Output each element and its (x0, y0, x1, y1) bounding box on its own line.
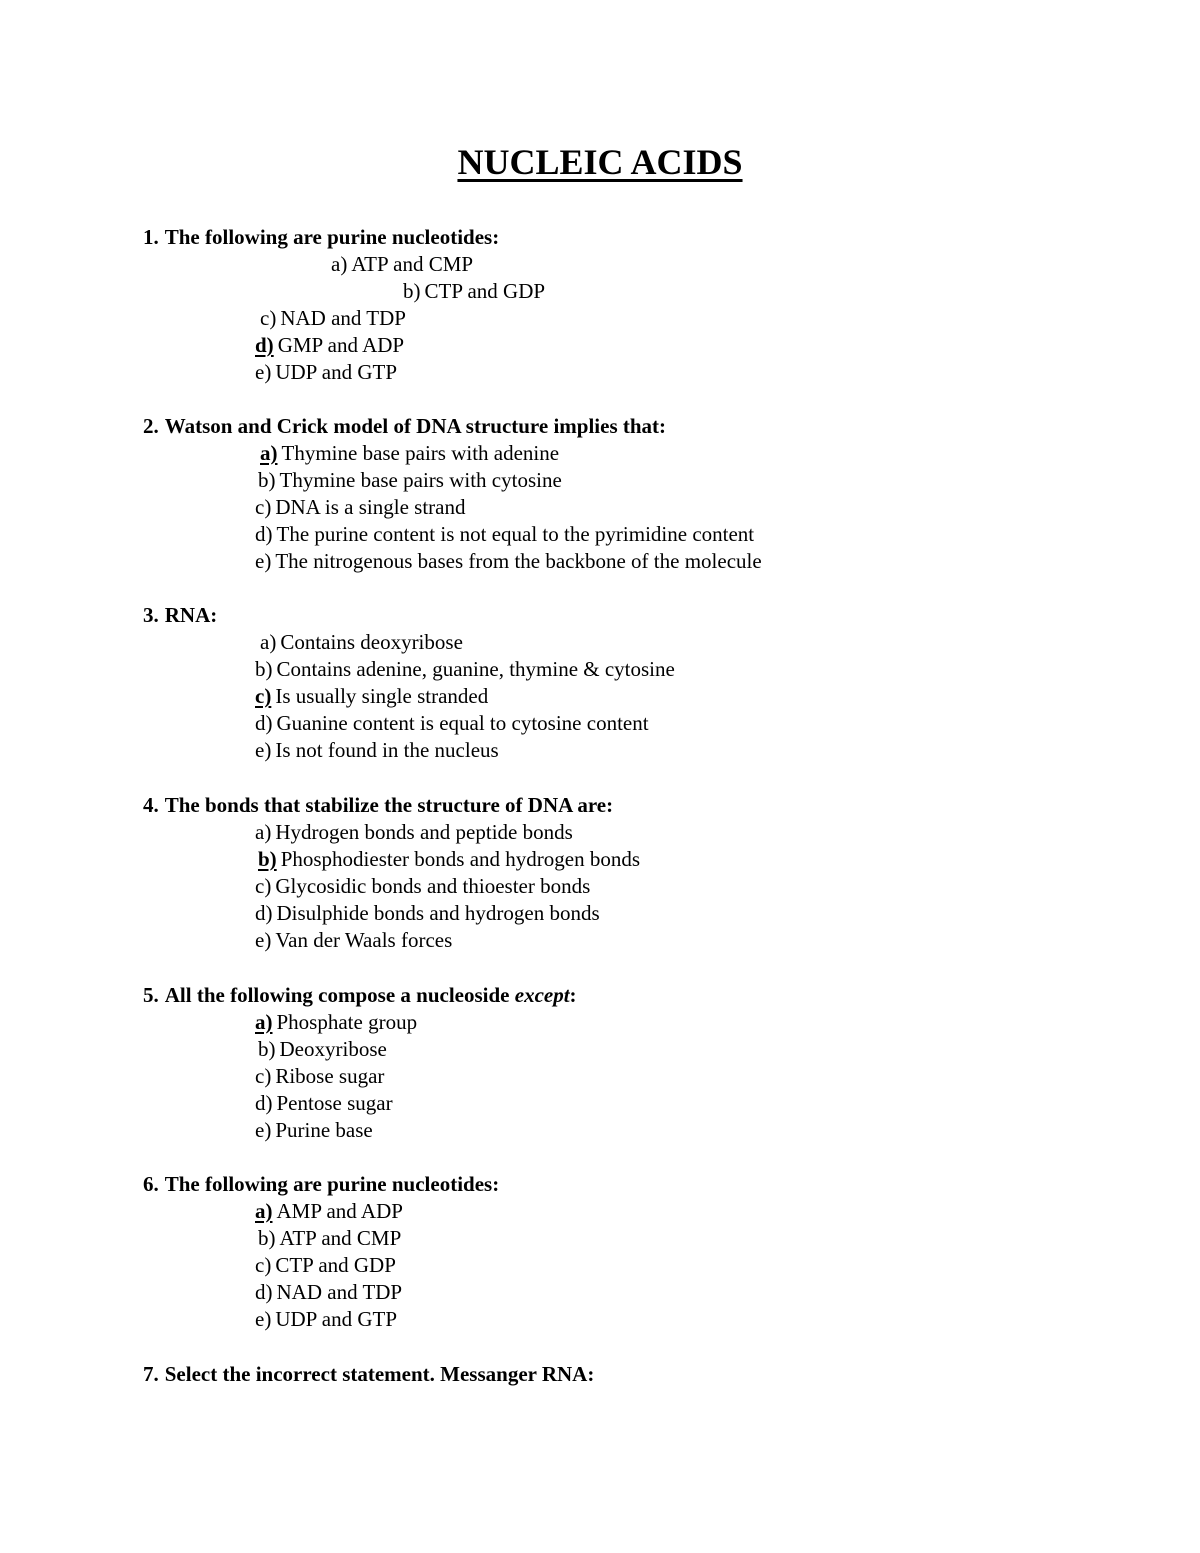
question-number: 4. (143, 793, 159, 817)
question-text: The bonds that stabilize the structure of DNA are: (164, 793, 614, 817)
option-1d-correct (255, 333, 404, 357)
option-letter: d) (255, 522, 273, 546)
option-text: CTP and GDP (424, 279, 546, 303)
option-5d (255, 1091, 393, 1115)
option-5c (255, 1064, 384, 1088)
option-3c-correct (255, 684, 488, 708)
option-3a (260, 630, 463, 654)
option-1a (331, 252, 473, 276)
option-letter: e) (255, 1307, 272, 1331)
option-letter: a) (255, 820, 272, 844)
option-text: Thymine base pairs with cytosine (279, 468, 562, 492)
option-4e (255, 928, 452, 952)
option-text: The purine content is not equal to the pyrimidine content (276, 522, 755, 546)
question-3 (143, 603, 217, 627)
question-text: All the following compose a nucleoside (164, 983, 510, 1007)
option-letter: c) (255, 495, 272, 519)
option-letter: b) (403, 279, 421, 303)
option-text: NAD and TDP (280, 306, 406, 330)
option-letter: a) (260, 630, 277, 654)
option-text: NAD and TDP (276, 1280, 403, 1304)
question-1 (143, 225, 499, 249)
option-letter: e) (255, 738, 272, 762)
question-text: RNA: (164, 603, 218, 627)
option-text: Pentose sugar (276, 1091, 393, 1115)
option-letter: e) (255, 928, 272, 952)
option-4a (255, 820, 573, 844)
option-letter: b) (258, 1037, 276, 1061)
option-6c (255, 1253, 396, 1277)
option-text: Thymine base pairs with adenine (281, 441, 560, 465)
option-letter: d) (255, 1091, 273, 1115)
option-4d (255, 901, 600, 925)
option-5b (258, 1037, 387, 1061)
option-text: Ribose sugar (275, 1064, 385, 1088)
option-text: Guanine content is equal to cytosine content (276, 711, 649, 735)
option-text: GMP and ADP (277, 333, 405, 357)
question-4 (143, 793, 613, 817)
option-6e (255, 1307, 397, 1331)
option-letter: e) (255, 360, 272, 384)
option-5e (255, 1118, 373, 1142)
option-6d (255, 1280, 402, 1304)
question-text: Watson and Crick model of DNA structure implies that: (164, 414, 667, 438)
option-text: Disulphide bonds and hydrogen bonds (276, 901, 600, 925)
option-2b (258, 468, 562, 492)
option-letter: d) (255, 1280, 273, 1304)
option-3d (255, 711, 649, 735)
option-2a-correct (260, 441, 559, 465)
option-text: Van der Waals forces (275, 928, 453, 952)
correct-answer-letter: a) (255, 1010, 273, 1034)
question-7 (143, 1362, 594, 1386)
option-letter: d) (255, 901, 273, 925)
option-text: Deoxyribose (279, 1037, 387, 1061)
option-5a-correct (255, 1010, 417, 1034)
correct-answer-letter: b) (258, 847, 277, 871)
correct-answer-letter: a) (260, 441, 278, 465)
option-letter: b) (258, 1226, 276, 1250)
option-4b-correct (258, 847, 640, 871)
option-text: Contains adenine, guanine, thymine & cytosine (276, 657, 675, 681)
option-letter: a) (331, 252, 348, 276)
option-letter: b) (258, 468, 276, 492)
option-text: Purine base (275, 1118, 373, 1142)
option-1b (403, 279, 545, 303)
option-4c (255, 874, 590, 898)
option-letter: c) (255, 1253, 272, 1277)
question-2 (143, 414, 666, 438)
option-text: The nitrogenous bases from the backbone of the molecule (275, 549, 762, 573)
option-text: Is usually single stranded (275, 684, 489, 708)
question-number: 7. (143, 1362, 159, 1386)
question-emphasis: except (514, 983, 570, 1007)
option-text: Contains deoxyribose (280, 630, 463, 654)
option-3b (255, 657, 675, 681)
option-1c (260, 306, 406, 330)
option-text: DNA is a single strand (275, 495, 466, 519)
question-number: 5. (143, 983, 159, 1007)
option-text: ATP and CMP (279, 1226, 402, 1250)
option-text: Glycosidic bonds and thioester bonds (275, 874, 591, 898)
question-number: 6. (143, 1172, 159, 1196)
option-text: UDP and GTP (275, 360, 398, 384)
option-1e (255, 360, 397, 384)
option-letter: e) (255, 549, 272, 573)
option-2c (255, 495, 465, 519)
option-text: ATP and CMP (351, 252, 474, 276)
question-text: The following are purine nucleotides: (164, 225, 500, 249)
option-letter: c) (255, 874, 272, 898)
option-text: Phosphodiester bonds and hydrogen bonds (280, 847, 640, 871)
question-text: The following are purine nucleotides: (164, 1172, 500, 1196)
question-number: 1. (143, 225, 159, 249)
question-number: 3. (143, 603, 159, 627)
option-letter: c) (255, 1064, 272, 1088)
option-text: CTP and GDP (275, 1253, 396, 1277)
correct-answer-letter: d) (255, 333, 274, 357)
option-3e (255, 738, 499, 762)
page-title: NUCLEIC ACIDS (457, 142, 743, 182)
option-6a-correct (255, 1199, 403, 1223)
option-letter: c) (260, 306, 277, 330)
question-6 (143, 1172, 499, 1196)
correct-answer-letter: c) (255, 684, 272, 708)
option-text: UDP and GTP (275, 1307, 398, 1331)
question-5 (143, 983, 577, 1007)
question-suffix: : (569, 983, 577, 1007)
question-text: Select the incorrect statement. Messanger RNA: (164, 1362, 595, 1386)
option-text: AMP and ADP (276, 1199, 403, 1223)
option-letter: d) (255, 711, 273, 735)
option-2d (255, 522, 754, 546)
question-number: 2. (143, 414, 159, 438)
correct-answer-letter: a) (255, 1199, 273, 1223)
option-2e (255, 549, 762, 573)
option-letter: e) (255, 1118, 272, 1142)
option-letter: b) (255, 657, 273, 681)
option-text: Hydrogen bonds and peptide bonds (275, 820, 573, 844)
option-6b (258, 1226, 401, 1250)
option-text: Is not found in the nucleus (275, 738, 499, 762)
option-text: Phosphate group (276, 1010, 418, 1034)
